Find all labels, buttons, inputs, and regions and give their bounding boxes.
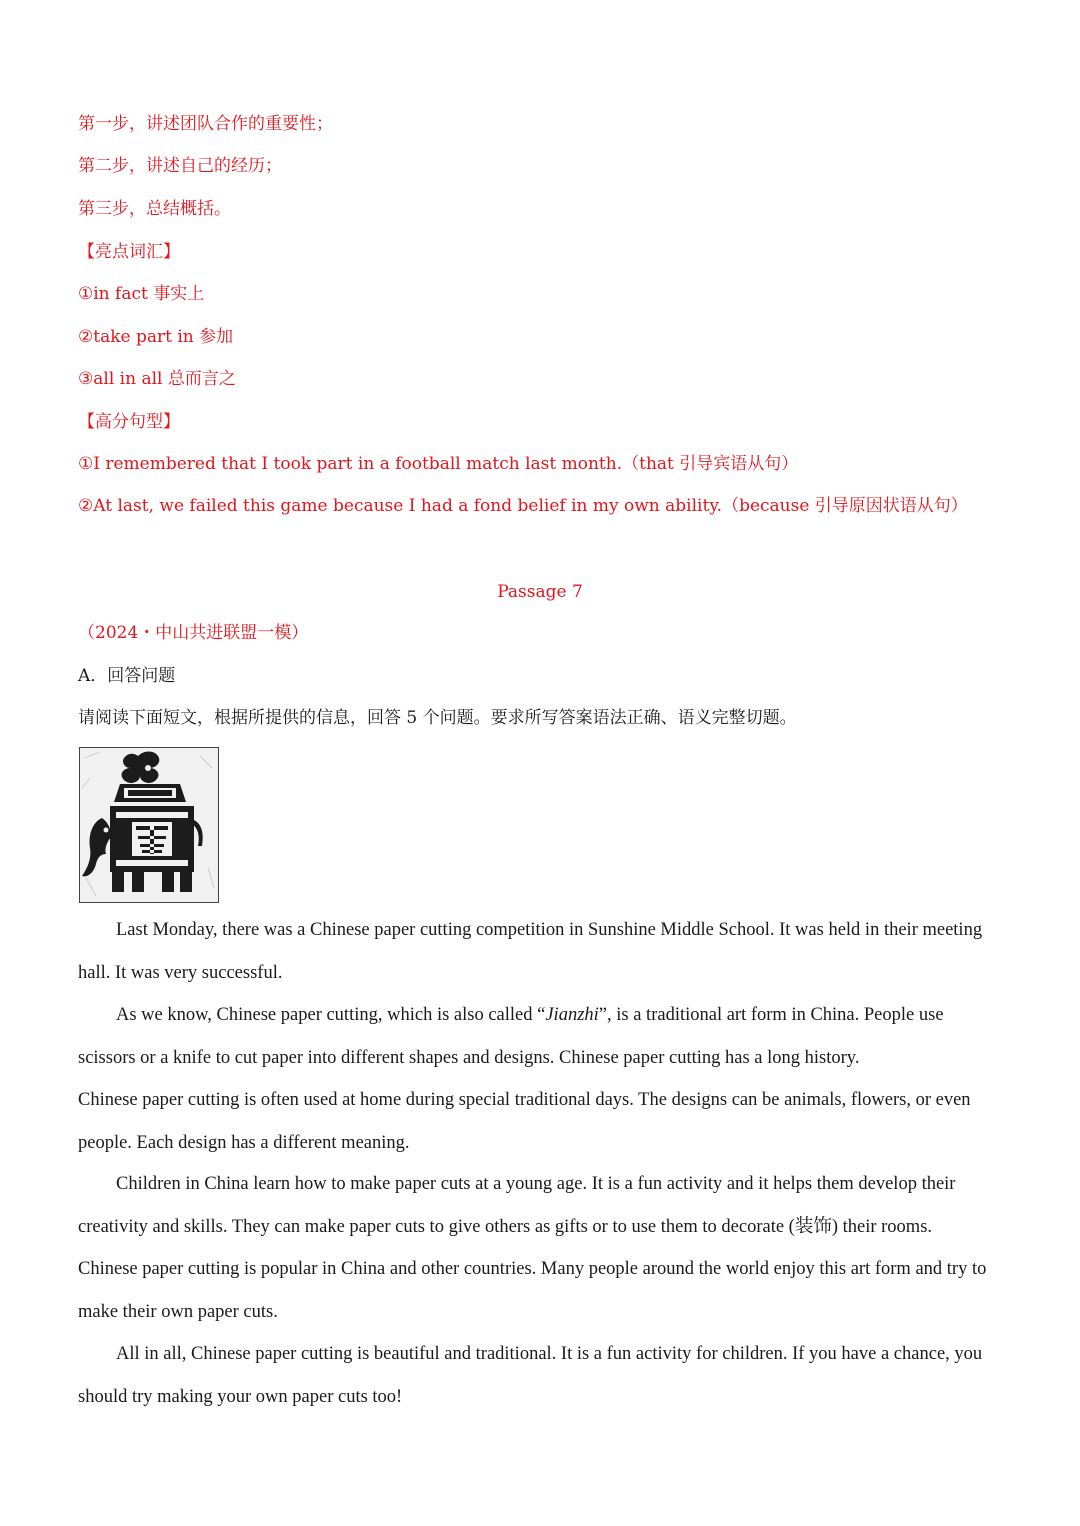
sentence-item: ①I remembered that I took part in a football match last month.（that 引导宾语从句） — [78, 454, 799, 474]
elephant-paper-cut-image — [79, 747, 219, 903]
vocab-item: ①in fact 事实上 — [78, 284, 205, 304]
instruction-text: 请阅读下面短文，根据所提供的信息，回答 5 个问题。要求所写答案语法正确、语义完整切题。 — [78, 708, 797, 728]
step-3: 第三步，总结概括。 — [78, 199, 231, 219]
passage-paragraph: All in all, Chinese paper cutting is beautiful and traditional. It is a fun activity for children. If you have a chance, you should try making your own paper cuts too! — [78, 1344, 983, 1407]
vocab-heading: 【亮点词汇】 — [78, 242, 180, 262]
italic-term: Jianzhi — [545, 1005, 599, 1025]
passage-paragraph: Chinese paper cutting is popular in China and other countries. Many people around the world enjoy this art form and try to make their own paper cuts. — [78, 1259, 987, 1322]
passage-paragraph: As we know, Chinese paper cutting, which is also called “Jianzhi”, is a traditional art form in China. People use scissors or a knife to cut paper into different shapes and designs. Chinese paper cutting has a long history. — [78, 1005, 944, 1068]
passage-paragraph: Last Monday, there was a Chinese paper cutting competition in Sunshine Middle School. It was held in their meeting hall. It was very successful. — [78, 920, 983, 983]
passage-paragraph: Chinese paper cutting is often used at home during special traditional days. The designs can be animals, flowers, or even people. Each design has a different meaning. — [78, 1090, 971, 1153]
step-2: 第二步，讲述自己的经历； — [78, 156, 282, 176]
vocab-item: ②take part in 参加 — [78, 327, 234, 347]
section-heading: A．回答问题 — [78, 666, 176, 686]
passage-source: （2024・中山共进联盟一模） — [78, 623, 309, 643]
elephant-paper-cut-icon — [80, 748, 218, 902]
vocab-item: ③all in all 总而言之 — [78, 369, 236, 389]
sentence-item: ②At last, we failed this game because I had a fond belief in my own ability.（because 引导原因状语从句） — [78, 496, 968, 516]
passage-title: Passage 7 — [497, 582, 583, 602]
passage-paragraph: Children in China learn how to make paper cuts at a young age. It is a fun activity and it helps them develop their creativity and skills. They can make paper cuts to give others as gifts or to use them to decorate (装饰) their rooms. — [78, 1174, 956, 1237]
sentence-heading: 【高分句型】 — [78, 412, 180, 432]
step-1: 第一步，讲述团队合作的重要性； — [78, 114, 333, 134]
